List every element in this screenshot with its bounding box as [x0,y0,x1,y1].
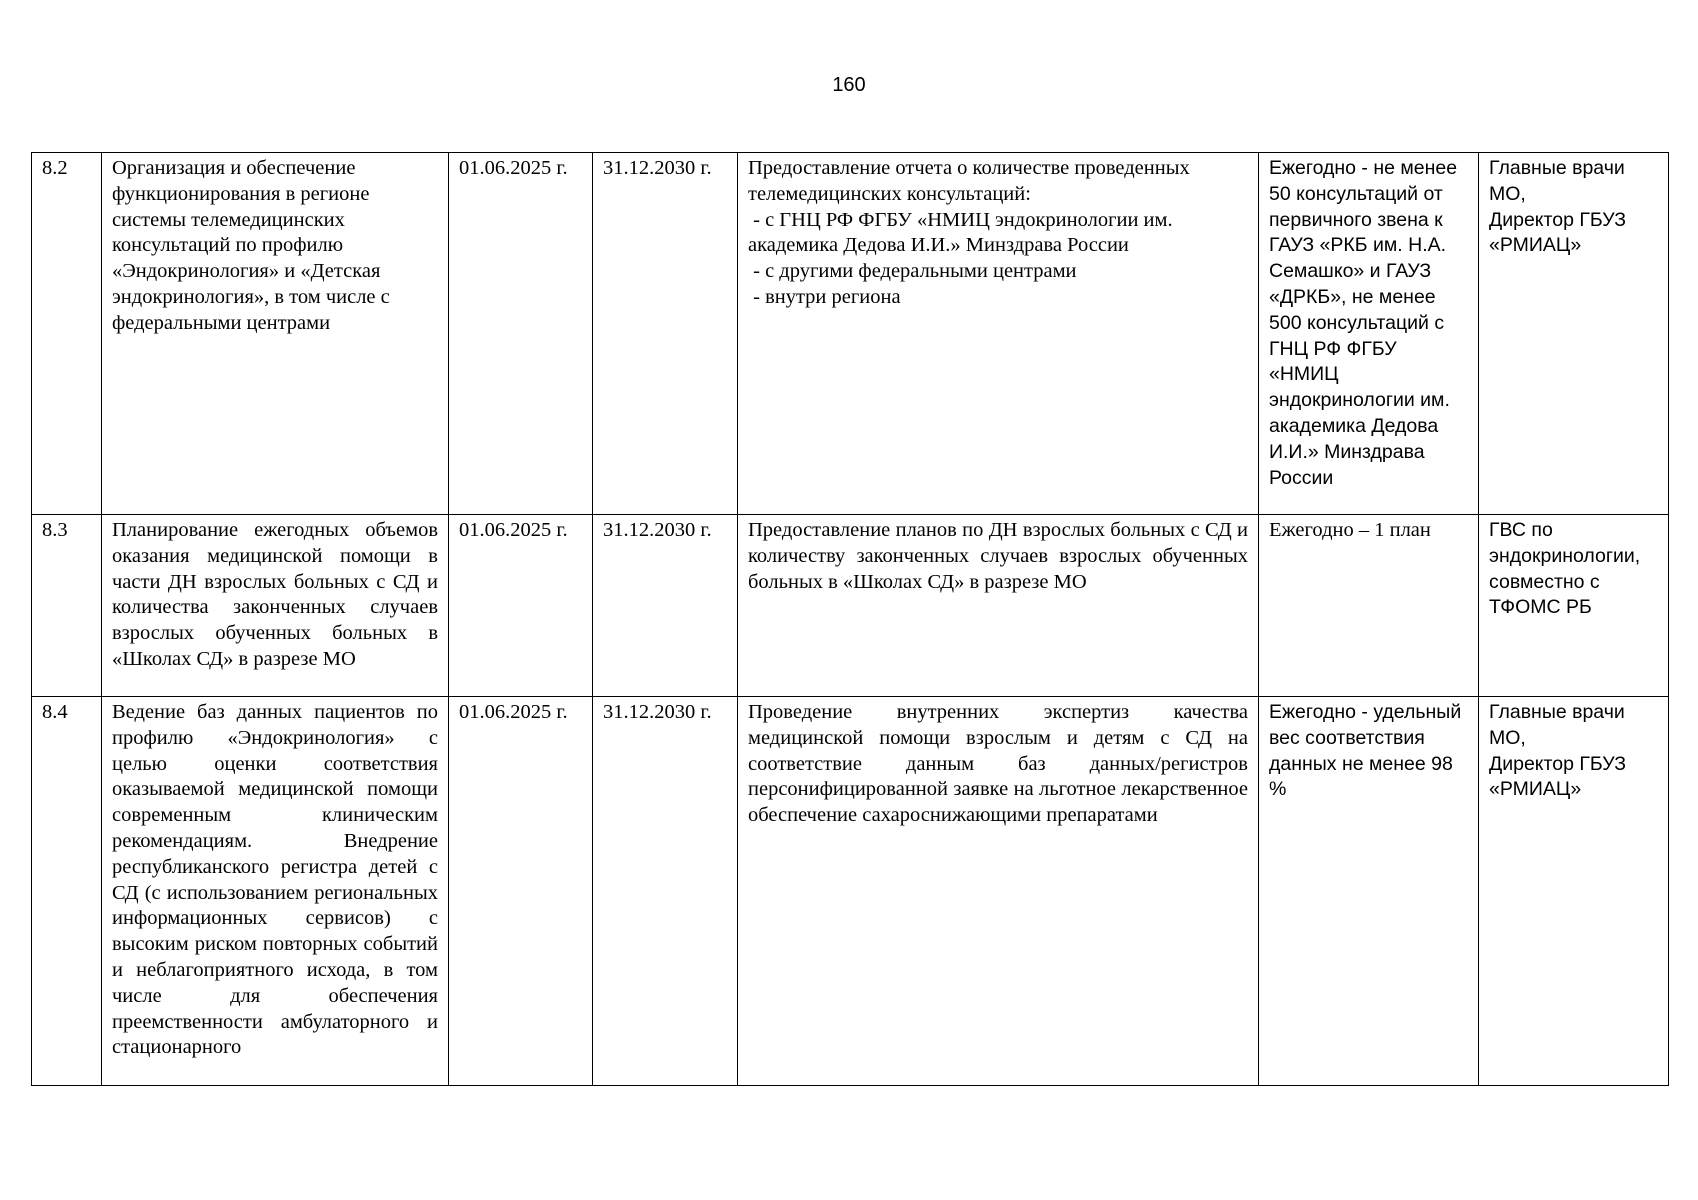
end-date-cell: 31.12.2030 г. [593,515,738,697]
responsible-line: Директор ГБУЗ «РМИАЦ» [1489,208,1627,257]
result-line: - внутри региона [748,285,901,308]
start-date-cell: 01.06.2025 г. [449,697,593,1086]
result-cell [738,515,1259,697]
result-line: - с ГНЦ РФ ФГБУ «НМИЦ эндокринологии им. академика Дедова И.И.» Минздрава России [748,208,1178,257]
indicator-cell: Ежегодно – 1 план [1259,515,1479,697]
table-row [32,153,1669,515]
end-date-cell: 31.12.2030 г. [593,697,738,1086]
result-cell [738,697,1259,1086]
indicator-cell: Ежегодно - удельный вес соответствия данных не менее 98 % [1259,697,1479,1086]
result-line: Предоставление отчета о количестве проведенных телемедицинских консультаций: [748,157,1190,205]
responsible-cell [1479,697,1669,1086]
item-number-cell: 8.3 [32,515,102,697]
start-date-cell: 01.06.2025 г. [449,515,593,697]
result-line: Предоставление планов по ДН взрослых больных с СД и количеству законченных случаев взрослых обученных больных в «Школах СД» в разрезе МО [748,519,1248,593]
result-line: - с другими федеральными центрами [748,260,1077,283]
result-line: Проведение внутренних экспертиз качества медицинской помощи взрослым и детям с СД на соответствие данным баз данных/регистров персонифицированной заявке на льготное лекарственное обеспечение сахароснижающими препаратами [748,701,1248,827]
end-date-cell: 31.12.2030 г. [593,153,738,515]
responsible-line: ГВС по эндокринологии, совместно с ТФОМС РБ [1489,519,1641,619]
activity-cell: Организация и обеспечение функционирования в регионе системы телемедицинских консультаций по профилю «Эндокринология» и «Детская эндокринология», в том числе с федеральными центрами [102,153,449,515]
indicator-cell: Ежегодно - не менее 50 консультаций от первичного звена к ГАУЗ «РКБ им. Н.А. Семашко» и ГАУЗ «ДРКБ», не менее 500 консультаций с ГНЦ РФ ФГБУ «НМИЦ эндокринологии им. академика Дедова И.И.» Минздрава России [1259,153,1479,515]
action-plan-table [31,152,1669,1086]
table-row [32,515,1669,697]
item-number-cell: 8.4 [32,697,102,1086]
activity-cell: Планирование ежегодных объемов оказания медицинской помощи в части ДН взрослых больных с СД и количества законченных случаев взрослых обученных больных в «Школах СД» в разрезе МО [102,515,449,697]
responsible-line: Директор ГБУЗ «РМИАЦ» [1489,752,1627,801]
responsible-line: Главные врачи МО, [1489,701,1625,749]
activity-cell: Ведение баз данных пациентов по профилю «Эндокринология» с целью оценки соответствия оказываемой медицинской помощи современным клиническим рекомендациям. Внедрение республиканского регистра детей с СД (с использованием региональных информационных сервисов) с высоким риском повторных событий и неблагоприятного исхода, в том числе для обеспечения преемственности амбулаторного и стационарного [102,697,449,1086]
table-row [32,697,1669,1086]
responsible-cell [1479,515,1669,697]
item-number-cell: 8.2 [32,153,102,515]
responsible-cell [1479,153,1669,515]
responsible-line: Главные врачи МО, [1489,157,1625,205]
start-date-cell: 01.06.2025 г. [449,153,593,515]
result-cell [738,153,1259,515]
page-number: 160 [832,74,866,96]
